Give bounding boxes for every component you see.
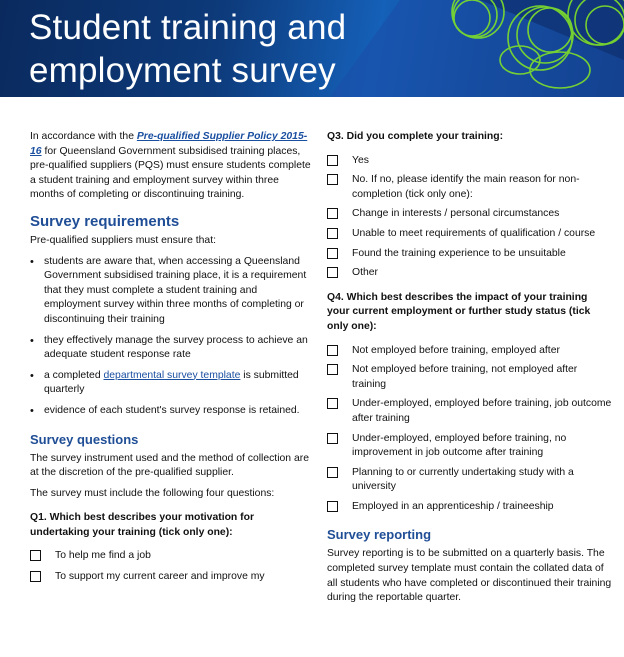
bullet-icon: • <box>30 334 34 347</box>
bullet-text: they effectively manage the survey process to achieve an adequate student response rate <box>44 334 308 361</box>
list-item <box>30 369 315 398</box>
q1-option-2[interactable] <box>30 570 315 585</box>
checkbox-icon[interactable] <box>327 398 338 409</box>
option-label: Employed in an apprenticeship / traineeship <box>352 500 554 512</box>
questions-heading: Survey questions <box>30 431 139 447</box>
bullet-text-before: a completed <box>44 369 104 381</box>
q1-option-1[interactable] <box>30 549 315 564</box>
checkbox-icon[interactable] <box>327 467 338 478</box>
option-label: Other <box>352 267 378 279</box>
q4-option-5[interactable] <box>327 466 612 495</box>
page-title <box>29 6 346 92</box>
question-4: Q4. Which best describes the impact of your training your current employment or further study status (tick only one): <box>327 291 591 332</box>
checkbox-icon[interactable] <box>327 174 338 185</box>
q4-option-2[interactable] <box>327 363 612 392</box>
checkbox-icon[interactable] <box>30 550 41 561</box>
right-column <box>327 130 612 606</box>
q4-option-4[interactable] <box>327 432 612 461</box>
option-label: Not employed before training, not employed after training <box>352 364 578 390</box>
option-label: To support my current career and improve my <box>55 571 265 583</box>
policy-link[interactable]: Pre-qualified Supplier Policy 2015-16 <box>30 131 308 157</box>
list-item <box>30 334 315 363</box>
bullet-icon: • <box>30 369 34 382</box>
checkbox-icon[interactable] <box>327 208 338 219</box>
checkbox-icon[interactable] <box>327 248 338 259</box>
option-label: Found the training experience to be unsuitable <box>352 247 566 259</box>
checkbox-icon[interactable] <box>30 571 41 582</box>
checkbox-icon[interactable] <box>327 345 338 356</box>
bullet-icon: • <box>30 255 34 268</box>
reporting-text: Survey reporting is to be submitted on a quarterly basis. The completed survey template must contain the collated data of all students who have completed or discontinued their training during the reportable quarter. <box>327 548 612 604</box>
option-label: No. If no, please identify the main reason for non-completion (tick only one): <box>352 174 580 200</box>
option-label: Change in interests / personal circumstances <box>352 208 560 220</box>
option-label: Under-employed, employed before training, no improvement in job outcome after training <box>352 432 567 459</box>
q3-option-3[interactable] <box>327 207 612 222</box>
intro-text-before: In accordance with the <box>30 131 137 142</box>
requirements-lead: Pre-qualified suppliers must ensure that: <box>30 234 216 246</box>
checkbox-icon[interactable] <box>327 501 338 512</box>
question-3: Q3. Did you complete your training: <box>327 131 504 142</box>
header-banner <box>0 0 624 97</box>
q3-option-4[interactable] <box>327 227 612 242</box>
title-line-1: Student training and <box>29 8 347 47</box>
intro-text-after: for Queensland Government subsidised training places, pre-qualified suppliers (PQS) must ensure students complete a student training and employment survey within three months of completing or discontinuing training. <box>30 145 311 201</box>
list-item <box>30 404 315 419</box>
bullet-icon: • <box>30 404 34 417</box>
requirements-heading: Survey requirements <box>30 212 180 230</box>
q3-option-5[interactable] <box>327 247 612 262</box>
q3-option-6[interactable] <box>327 266 612 281</box>
q3-option-2[interactable] <box>327 173 612 202</box>
bullet-text: students are aware that, when accessing a Queensland Government subsidised training place, it is a requirement that they must complete a student training and employment survey within three months of completing or discontinuing their training <box>44 255 307 325</box>
checkbox-icon[interactable] <box>327 267 338 278</box>
title-line-2: employment survey <box>29 51 336 90</box>
checkbox-icon[interactable] <box>327 364 338 375</box>
survey-template-link[interactable]: departmental survey template <box>103 369 241 381</box>
q4-option-3[interactable] <box>327 397 612 426</box>
checkbox-icon[interactable] <box>327 228 338 239</box>
q4-option-1[interactable] <box>327 344 612 359</box>
list-item <box>30 255 315 328</box>
option-label: Under-employed, employed before training, job outcome after training <box>352 398 612 424</box>
option-label: Yes <box>352 154 369 166</box>
questions-intro: The survey instrument used and the method of collection are at the discretion of the pre-qualified supplier. <box>30 452 309 479</box>
question-1: Q1. Which best describes your motivation for undertaking your training (tick only one): <box>30 512 255 538</box>
option-label: Planning to or currently undertaking study with a university <box>352 466 574 493</box>
reporting-heading: Survey reporting <box>327 527 432 543</box>
option-label: Not employed before training, employed after <box>352 344 560 356</box>
q3-option-1[interactable] <box>327 154 612 169</box>
intro-paragraph <box>30 130 315 203</box>
option-label: Unable to meet requirements of qualification / course <box>352 227 596 239</box>
bullet-text: evidence of each student's survey response is retained. <box>44 404 300 416</box>
left-column <box>30 130 315 585</box>
questions-count: The survey must include the following four questions: <box>30 487 275 499</box>
bullet-text-after: is submitted quarterly <box>44 369 299 396</box>
checkbox-icon[interactable] <box>327 433 338 444</box>
requirements-list <box>30 255 315 419</box>
option-label: To help me find a job <box>55 550 151 562</box>
q4-option-6[interactable] <box>327 500 612 515</box>
checkbox-icon[interactable] <box>327 155 338 166</box>
